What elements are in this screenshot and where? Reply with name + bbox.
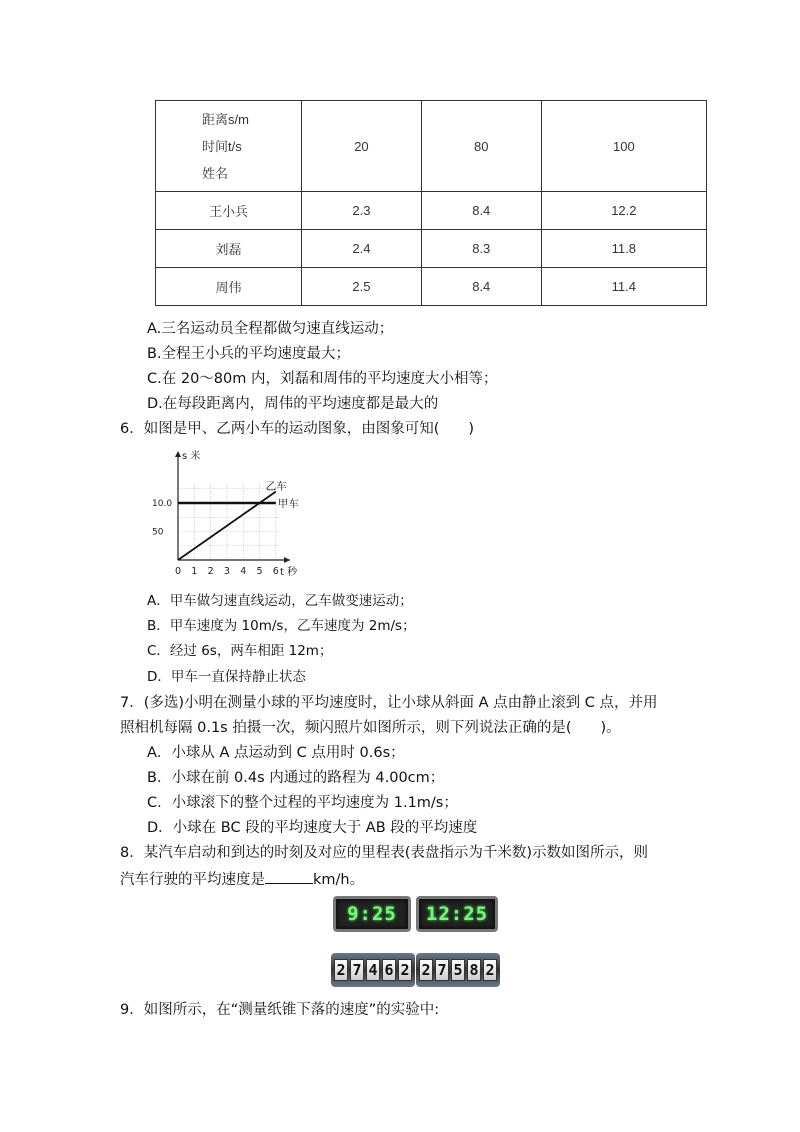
column-header: 20 [302,101,422,192]
row-name: 刘磊 [156,230,302,268]
column-header: 80 [421,101,541,192]
x-tick-label: 5 [256,566,263,577]
series-label: 甲车 [277,498,299,510]
q7-option-a: A．小球从 A 点运动到 C 点用时 0.6s； [147,745,405,761]
q8-stem-text: 汽车行驶的平均速度是 [120,872,265,888]
q8-unit-text: km/h。 [313,872,365,888]
x-tick-label: 3 [223,566,230,577]
odometer-digit: 6 [382,959,396,981]
table-row [156,268,707,306]
odometer-digit: 5 [451,959,465,981]
table-cell: 2.5 [302,268,422,306]
table-cell: 8.4 [421,268,541,306]
odometer-digit: 2 [419,959,433,981]
q6-option-c: C．经过 6s，两车相距 12m； [147,643,333,659]
motion-chart [150,445,310,585]
header-time-label: 时间t/s [202,138,242,154]
end-odometer [416,953,500,987]
odometer-digit: 2 [334,959,348,981]
series-label: 乙车 [265,480,287,493]
y-axis-label: s 米 [182,451,201,462]
q6-option-a: A．甲车做匀速直线运动，乙车做变速运动； [147,593,413,609]
end-clock-time: 12:25 [425,903,489,925]
table-cell: 2.3 [302,192,422,230]
column-header: 100 [541,101,706,192]
speed-table [155,100,707,306]
start-clock-display [333,896,411,932]
odometer-digit: 8 [467,959,481,981]
y-tick-label: 10.0 [152,499,173,509]
q6-option-b: B．甲车速度为 10m/s，乙车速度为 2m/s； [147,618,416,634]
x-tick-label: 1 [191,566,198,577]
start-clock-time: 9:25 [347,903,397,925]
x-tick-label: 4 [240,566,247,577]
q8-stem-line2 [120,868,364,890]
end-clock-display [416,896,498,932]
q5-option-d: D.在每段距离内，周伟的平均速度都是最大的 [147,396,439,412]
start-odometer [331,953,415,987]
odometer-digit: 4 [366,959,380,981]
table-row [156,230,707,268]
x-axis-label: t 秒 [280,567,298,578]
q5-option-c: C.在 20～80m 内，刘磊和周伟的平均速度大小相等； [147,371,498,387]
row-name: 王小兵 [156,192,302,230]
table-row [156,192,707,230]
odometer-digit: 7 [350,959,364,981]
q7-stem-line2: 照相机每隔 0.1s 拍摄一次，频闪照片如图所示，则下列说法正确的是( )。 [120,720,621,736]
table-cell: 11.4 [541,268,706,306]
q5-option-b: B.全程王小兵的平均速度最大； [147,346,351,362]
y-tick-label: 50 [152,527,164,538]
table-cell: 12.2 [541,192,706,230]
x-tick-label: 6 [272,566,279,577]
answer-blank [265,868,313,884]
q9-stem: 9．如图所示，在“测量纸锥下落的速度”的实验中: [120,1002,440,1018]
odometer-digit: 7 [435,959,449,981]
q7-stem-line1: 7．(多选)小明在测量小球的平均速度时，让小球从斜面 A 点由静止滚到 C 点，并用 [120,695,658,711]
table-header-row [156,101,707,192]
odometer-digit: 2 [483,959,497,981]
header-name-label: 姓名 [202,165,229,181]
table-cell: 11.8 [541,230,706,268]
q6-stem: 6．如图是甲、乙两小车的运动图象，由图象可知( ) [120,421,475,437]
x-tick-label: 0 [175,566,182,577]
q7-option-d: D．小球在 BC 段的平均速度大于 AB 段的平均速度 [147,820,478,836]
odometer-digit: 2 [398,959,412,981]
table-corner-header [156,101,302,192]
header-distance-label: 距离s/m [202,111,249,127]
table-cell: 2.4 [302,230,422,268]
table-cell: 8.3 [421,230,541,268]
q8-stem-line1: 8．某汽车启动和到达的时刻及对应的里程表(表盘指示为千米数)示数如图所示，则 [120,845,649,861]
q6-option-d: D．甲车一直保持静止状态 [147,669,306,685]
y-axis-arrow [175,451,181,457]
x-axis-arrow [284,557,290,563]
x-tick-label: 2 [207,566,214,577]
q7-option-c: C．小球滚下的整个过程的平均速度为 1.1m/s； [147,795,458,811]
table-cell: 8.4 [421,192,541,230]
q5-option-a: A.三名运动员全程都做匀速直线运动； [147,321,394,337]
row-name: 周伟 [156,268,302,306]
q7-option-b: B．小球在前 0.4s 内通过的路程为 4.00cm； [147,770,445,786]
